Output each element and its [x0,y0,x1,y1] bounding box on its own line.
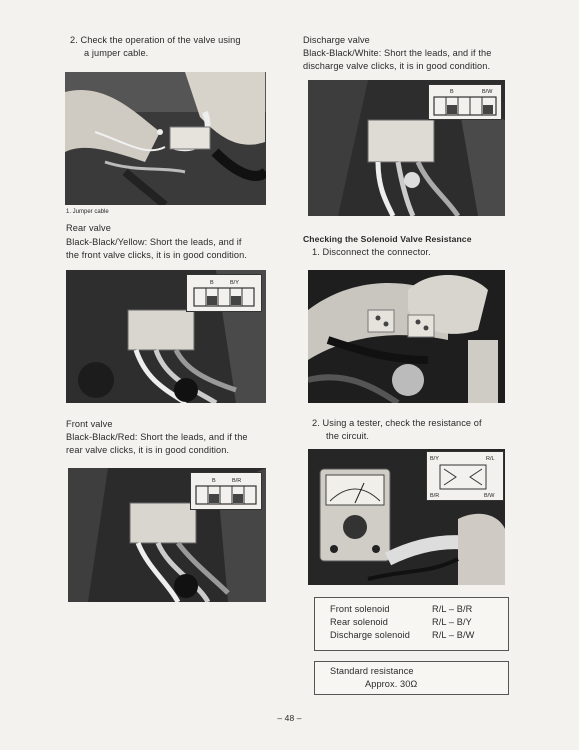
rear-valve-photo [66,270,266,403]
rear-valve-text-line2: the front valve clicks, it is in good condition. [66,250,247,260]
front-conn-label-right: B/R [232,478,242,484]
standard-resistance-label: Standard resistance [330,666,414,676]
discharge-connector-diagram [428,84,502,120]
rear-conn-label-right: B/Y [230,280,239,286]
tester-label-top-left: B/Y [430,456,439,462]
front-valve-photo [68,468,266,602]
tester-photo [308,449,505,585]
standard-resistance-box [314,661,509,695]
solenoid-row-name: Front solenoid [330,604,390,614]
tester-connector-diagram [426,451,504,501]
tester-label-bottom-left: B/R [430,493,440,499]
discharge-valve-title: Discharge valve [303,35,370,45]
front-valve-text-line1: Black-Black/Red: Short the leads, and if the [66,432,248,442]
front-connector-diagram [190,472,262,510]
rear-valve-text-line1: Black-Black/Yellow: Short the leads, and if [66,237,242,247]
jumper-cable-photo [65,72,266,205]
tester-label-top-right: R/L [486,456,495,462]
standard-resistance-value: Approx. 30Ω [365,679,418,689]
checking-heading: Checking the Solenoid Valve Resistance [303,234,472,244]
solenoid-table [314,597,509,651]
rear-connector-diagram [186,274,262,312]
checking-step2-line1: 2. Using a tester, check the resistance of [312,418,482,428]
rear-valve-title: Rear valve [66,223,111,233]
page-number: – 48 – [277,713,302,723]
tester-label-bottom-right: B/W [484,493,495,499]
checking-step1: 1. Disconnect the connector. [312,247,431,257]
discharge-conn-label-left: B [450,89,454,95]
front-valve-text-line2: rear valve clicks, it is in good condition. [66,445,230,455]
solenoid-row-name: Discharge solenoid [330,630,410,640]
disconnected-connector-photo [308,270,505,403]
checking-step2-line2: the circuit. [326,431,370,441]
discharge-valve-text-line2: discharge valve clicks, it is in good condition. [303,61,491,71]
step2-text-line2: a jumper cable. [84,48,149,58]
discharge-valve-photo [308,80,505,216]
front-conn-label-left: B [212,478,216,484]
rear-conn-label-left: B [210,280,214,286]
solenoid-row-value: R/L – B/Y [432,617,472,627]
step2-text-line1: 2. Check the operation of the valve using [70,35,241,45]
discharge-conn-label-right: B/W [482,89,493,95]
front-valve-title: Front valve [66,419,113,429]
photo-caption-jumper: 1. Jumper cable [66,209,109,215]
discharge-valve-text-line1: Black-Black/White: Short the leads, and if the [303,48,492,58]
solenoid-row-value: R/L – B/R [432,604,473,614]
solenoid-row-value: R/L – B/W [432,630,475,640]
solenoid-row-name: Rear solenoid [330,617,388,627]
